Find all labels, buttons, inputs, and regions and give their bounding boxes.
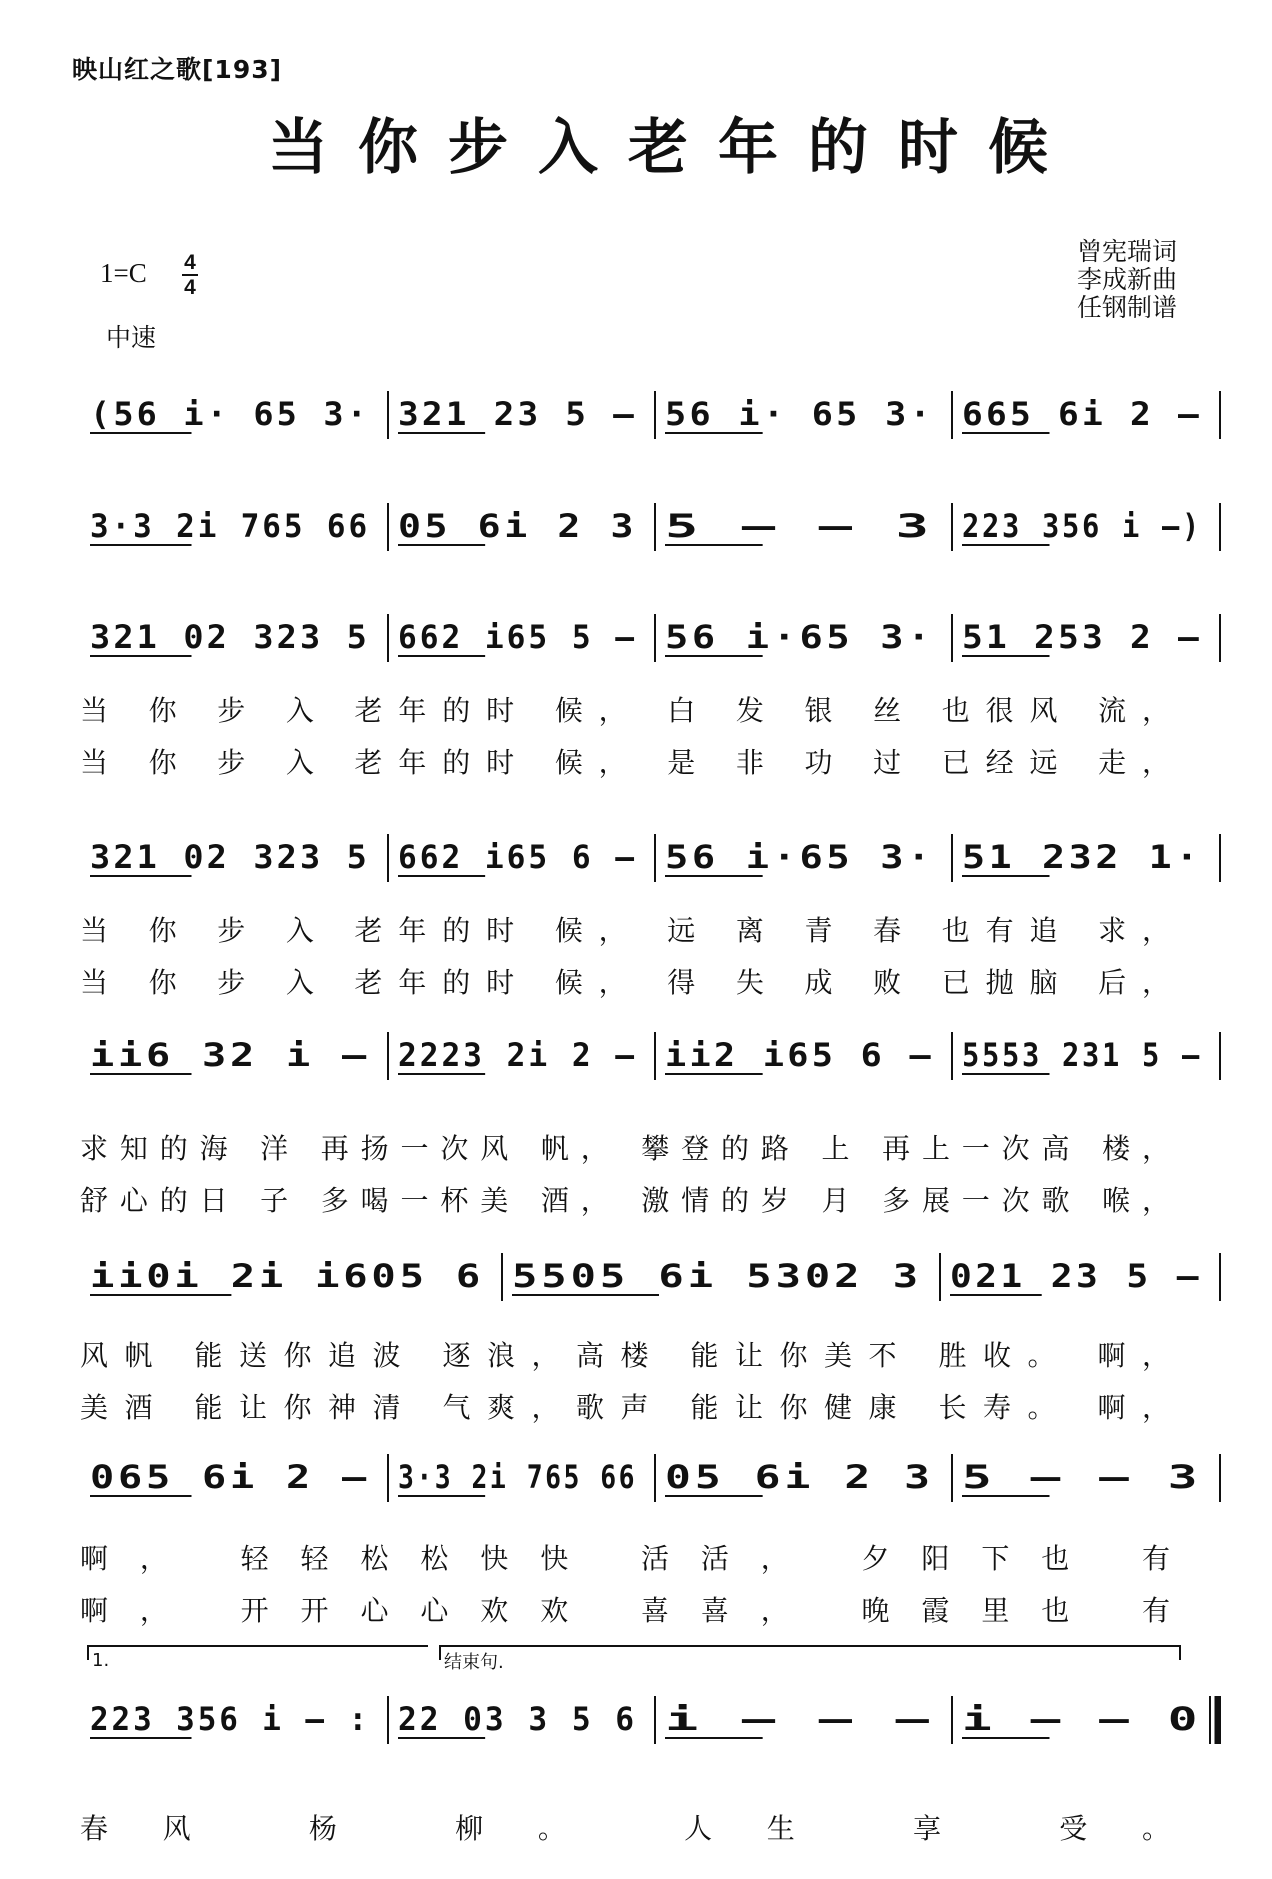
measure-notes: 05 6i 2 3 — [398, 507, 637, 545]
measure-notes: 56 i· 65 3· — [665, 395, 934, 433]
measure-notes: ii6 32 i – — [90, 1036, 370, 1074]
measure-notes: 223 356 i – : — [90, 1700, 370, 1738]
measure-notes: 51 253 2 – — [962, 618, 1202, 656]
composer-credit: 李成新曲 — [1076, 265, 1177, 294]
lyric-line: 当 你 步 入 老年的时 候， 得 失 成 败 已抛脑 后， — [80, 966, 1170, 999]
measure-notes: 5505 6i 5302 3 — [512, 1257, 922, 1295]
tempo-marking: 中速 — [106, 323, 157, 352]
measure-notes: 3·3 2i 765 66 — [398, 1458, 637, 1496]
engraver-credit: 任钢制谱 — [1076, 293, 1177, 322]
measure-notes: 665 6i 2 – — [962, 395, 1202, 433]
measure-notes: 223 356 i –) — [962, 507, 1202, 545]
measure-notes: 321 02 323 5 — [90, 618, 370, 656]
volta-bracket-1 — [88, 1646, 428, 1660]
lyric-line: 当 你 步 入 老年的时 候， 是 非 功 过 已经远 走， — [80, 746, 1170, 779]
measure-notes: 021 23 5 – — [950, 1257, 1202, 1295]
lyricist-credit: 曾宪瑞词 — [1076, 237, 1177, 266]
time-signature-bottom: 4 — [184, 276, 196, 299]
measure-notes: 51 232 1· — [962, 838, 1202, 876]
lyric-line: 啊， 开开心心欢欢 喜喜， 晚霞里也 有 — [80, 1594, 1170, 1627]
series-label: 映山红之歌[193] — [72, 55, 283, 84]
volta-label-1: 1. — [92, 1650, 110, 1671]
lyric-line: 舒心的日 子 多喝一杯美 酒， 激情的岁 月 多展一次歌 喉， — [80, 1184, 1171, 1217]
measure-notes: 321 23 5 – — [398, 395, 637, 433]
measure-notes: 22 03 3 5 6 — [398, 1700, 637, 1738]
measure-notes: ii2 i65 6 – — [665, 1036, 934, 1074]
measure-notes: 3·3 2i 765 66 — [90, 507, 370, 545]
measure-notes: 56 i·65 3· — [665, 838, 934, 876]
measure-notes: 56 i·65 3· — [665, 618, 934, 656]
volta-bracket-end — [440, 1646, 1180, 1660]
measure-notes: i – – 0 — [962, 1700, 1202, 1738]
lyric-line: 美酒 能让你神清 气爽，歌声 能让你健康 长寿。 啊， — [80, 1391, 1171, 1424]
measure-notes: 662 i65 6 – — [398, 838, 637, 876]
measure-notes: 5 – – 3 — [665, 507, 934, 545]
lyric-line: 春风 杨 柳。 人生 享 受。 — [80, 1812, 1170, 1845]
measure-notes: 2223 2i 2 – — [398, 1036, 637, 1074]
time-signature-top: 4 — [184, 251, 196, 274]
measure-notes: (56 i· 65 3· — [90, 395, 370, 433]
measure-notes: 5 – – 3 — [962, 1458, 1202, 1496]
lyric-line: 求知的海 洋 再扬一次风 帆， 攀登的路 上 再上一次高 楼， — [80, 1132, 1171, 1165]
song-title: 当你步入老年的时候 — [268, 113, 1078, 183]
measure-notes: 321 02 323 5 — [90, 838, 370, 876]
measure-notes: 5553 231 5 – — [962, 1036, 1202, 1074]
lyric-line: 风帆 能送你追波 逐浪，高楼 能让你美不 胜收。 啊， — [80, 1339, 1171, 1372]
lyric-line: 当 你 步 入 老年的时 候， 白 发 银 丝 也很风 流， — [80, 694, 1170, 727]
measure-notes: ii0i 2i i605 6 — [90, 1257, 484, 1295]
lyric-line: 当 你 步 入 老年的时 候， 远 离 青 春 也有追 求， — [80, 914, 1170, 947]
measure-notes: 05 6i 2 3 — [665, 1458, 934, 1496]
measure-notes: 662 i65 5 – — [398, 618, 637, 656]
measure-notes: 065 6i 2 – — [90, 1458, 370, 1496]
measure-notes: i – – – — [665, 1700, 934, 1738]
key-signature: 1=C — [100, 258, 147, 288]
lyric-line: 啊， 轻轻松松快快 活活， 夕阳下也 有 — [80, 1542, 1170, 1575]
volta-label-end: 结束句. — [444, 1652, 504, 1673]
